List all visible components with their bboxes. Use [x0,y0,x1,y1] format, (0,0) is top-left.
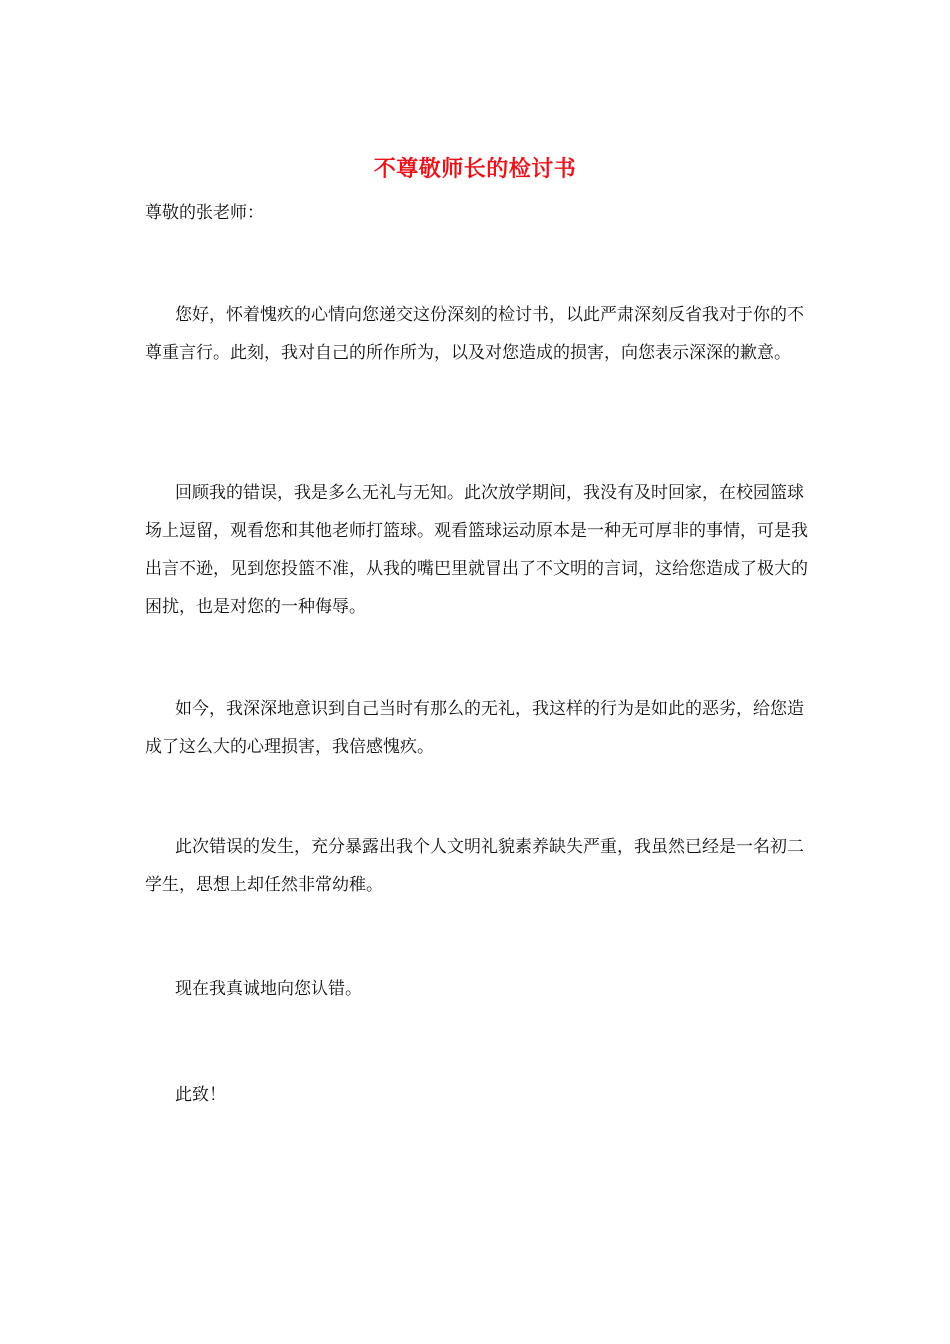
paragraph-review: 回顾我的错误，我是多么无礼与无知。此次放学期间，我没有及时回家，在校园篮球场上逗留，观看您和其他老师打篮球。观看篮球运动原本是一种无可厚非的事情，可是我出言不逊，见到您投篮不准，从我的嘴巴里就冒出了不文明的言词，这给您造成了极大的困扰，也是对您的一种侮辱。 [145,483,808,617]
salutation: 尊敬的张老师： [145,203,264,223]
paragraph-admission: 现在我真诚地向您认错。 [175,979,362,999]
paragraph-closing: 此致！ [175,1085,226,1105]
paragraph-realization: 如今，我深深地意识到自己当时有那么的无礼，我这样的行为是如此的恶劣，给您造成了这么大的心理损害，我倍感愧疚。 [145,699,804,757]
paragraph-apology: 您好，怀着愧疚的心情向您递交这份深刻的检讨书，以此严肃深刻反省我对于你的不尊重言行。此刻，我对自己的所作所为，以及对您造成的损害，向您表示深深的歉意。 [145,305,804,363]
paragraph-reflection: 此次错误的发生，充分暴露出我个人文明礼貌素养缺失严重，我虽然已经是一名初二学生，思想上却任然非常幼稚。 [145,837,804,895]
document-title: 不尊敬师长的检讨书 [373,156,577,182]
